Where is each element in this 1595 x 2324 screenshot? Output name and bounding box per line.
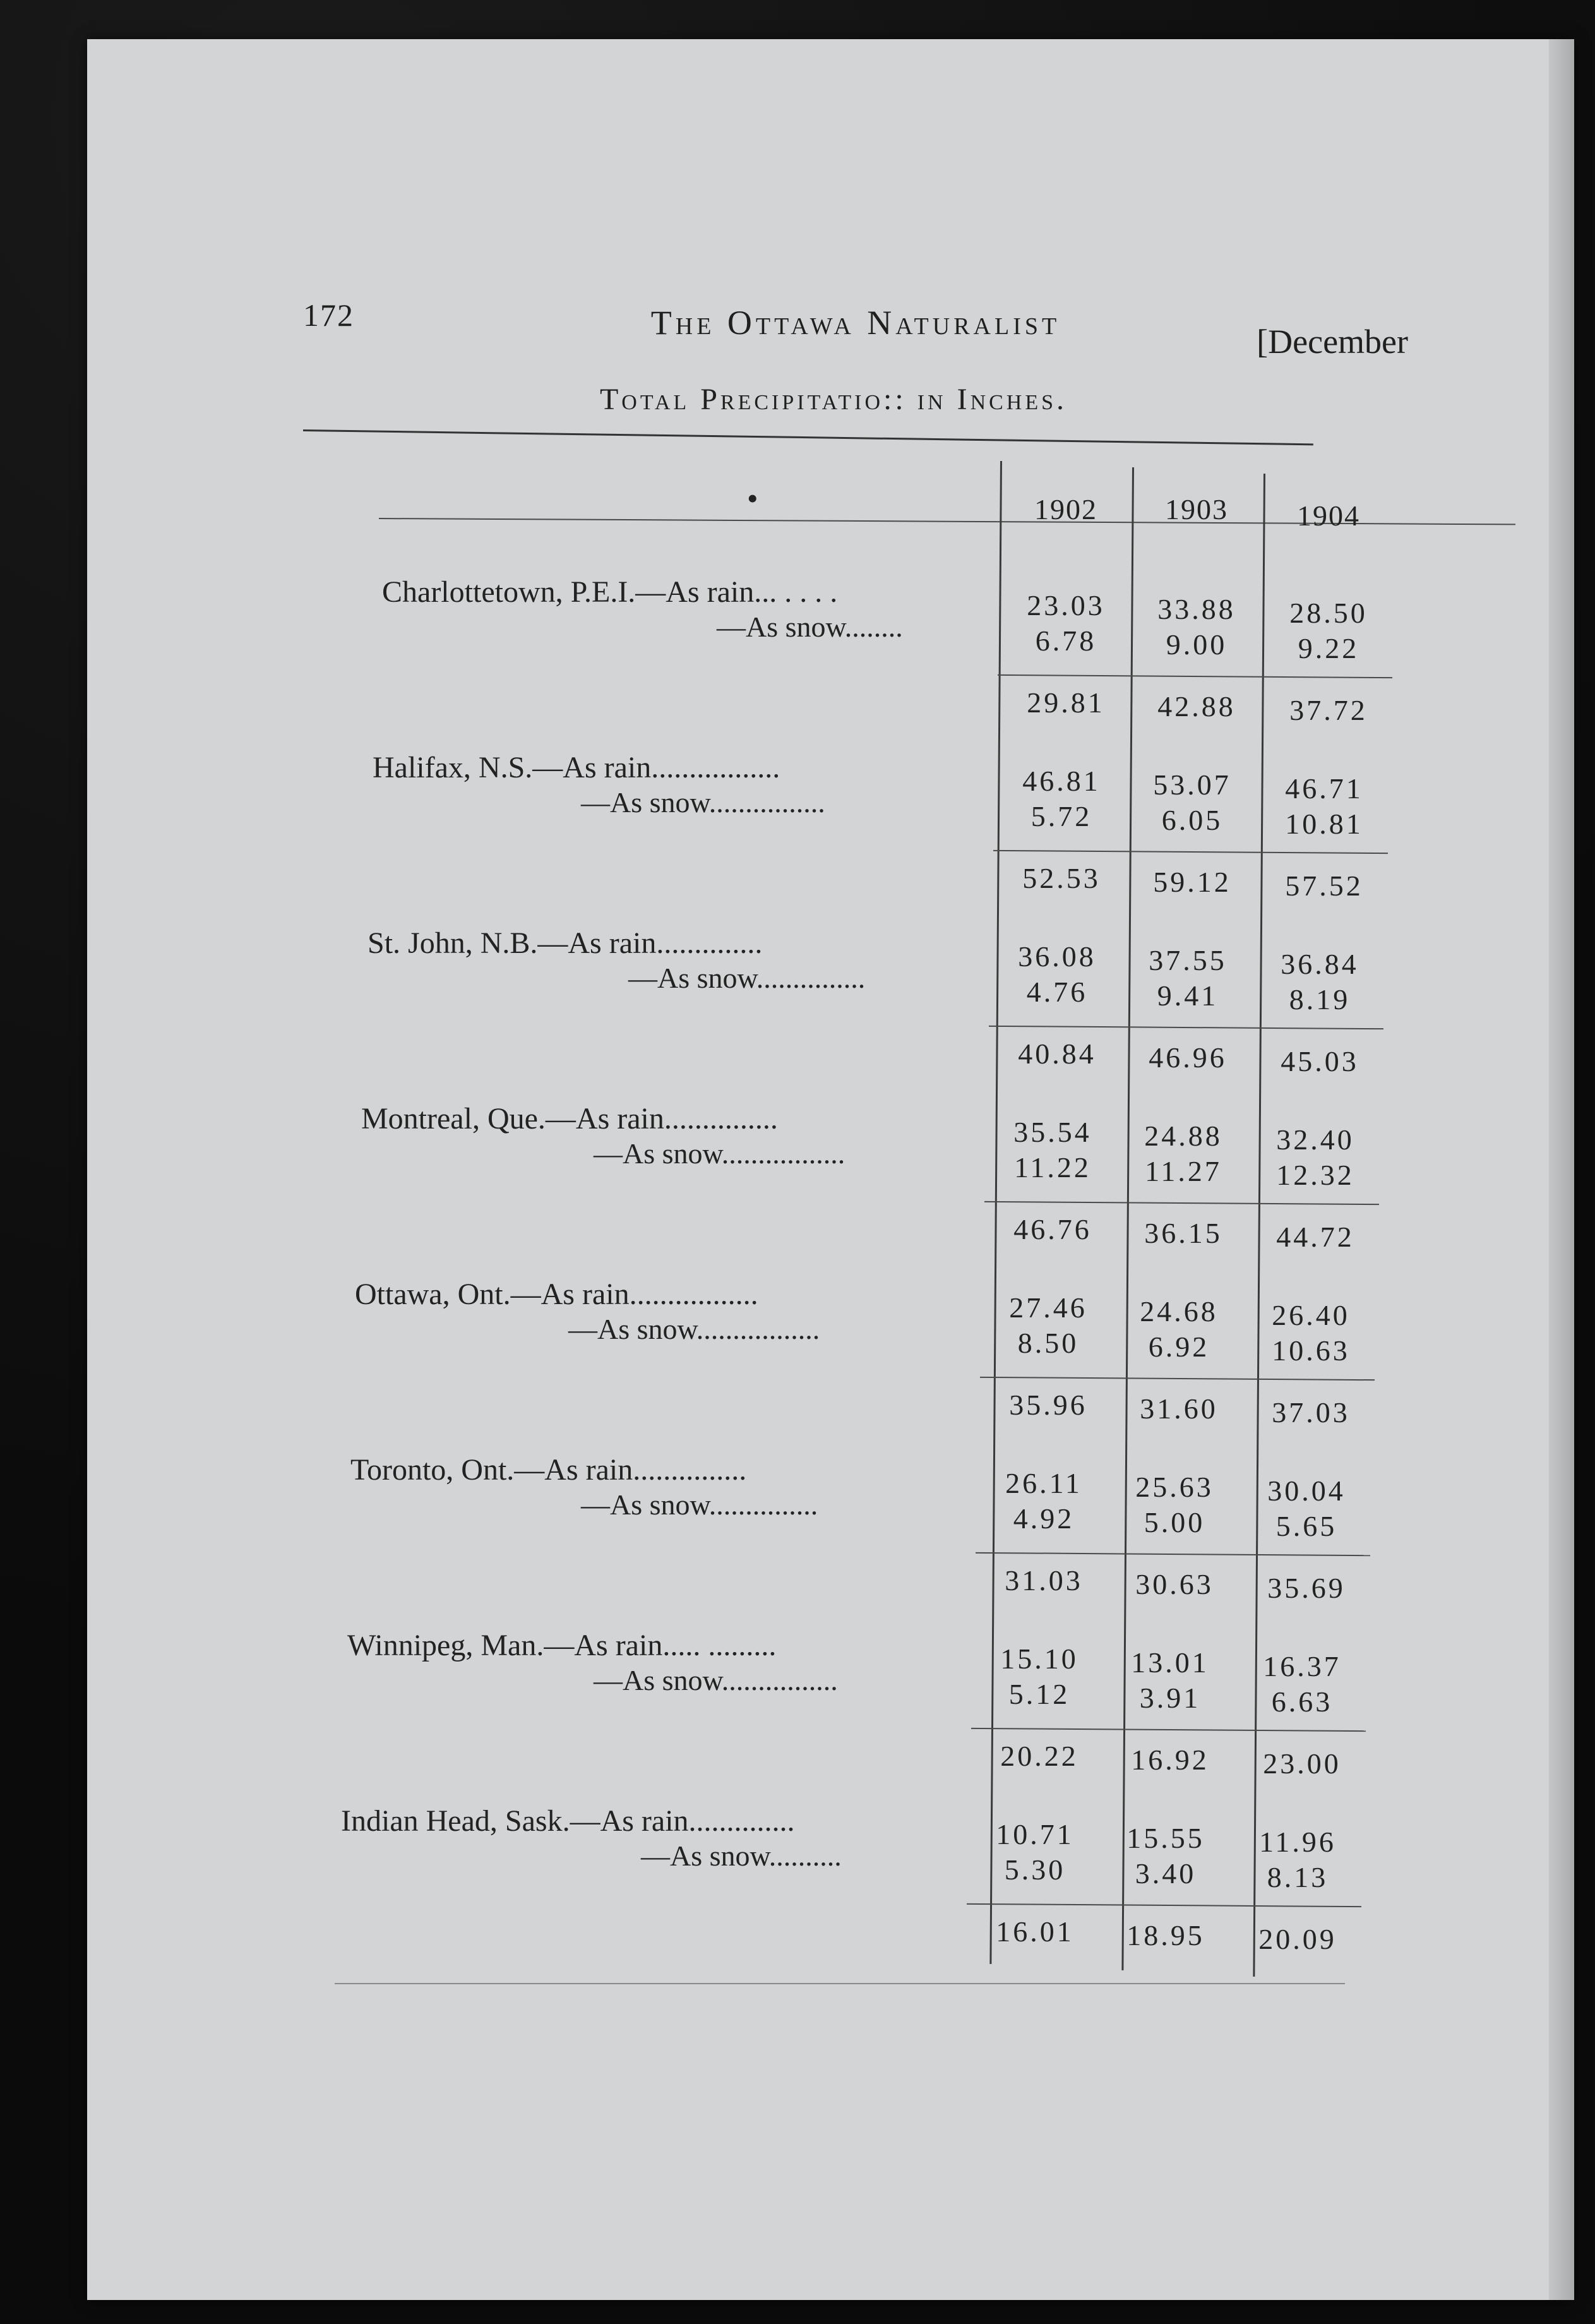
rain-value-1904: 16.37 bbox=[1263, 1650, 1341, 1682]
snow-value-1904: 10.63 bbox=[1272, 1334, 1350, 1367]
station-rain-label: Toronto, Ont.—As rain............... bbox=[350, 1453, 747, 1487]
total-value-1902: 40.84 bbox=[1018, 1038, 1096, 1070]
snow-value-1902: 4.92 bbox=[1013, 1502, 1075, 1535]
rain-value-1904: 30.04 bbox=[1267, 1475, 1346, 1507]
subtotal-rule bbox=[980, 1377, 1375, 1381]
snow-value-1904: 6.63 bbox=[1271, 1686, 1333, 1718]
station-row-st-john bbox=[253, 926, 1389, 1103]
table-title: Total Precipitatio:: in Inches. bbox=[599, 383, 1068, 416]
total-value-1902: 46.76 bbox=[1013, 1213, 1092, 1245]
snow-value-1902: 8.50 bbox=[1017, 1327, 1079, 1359]
rain-value-1902: 15.10 bbox=[1000, 1643, 1078, 1675]
total-value-1903: 46.96 bbox=[1149, 1041, 1227, 1074]
total-value-1902: 16.01 bbox=[996, 1915, 1074, 1948]
total-value-1902: 20.22 bbox=[1000, 1740, 1078, 1772]
station-rain-label: Charlottetown, P.E.I.—As rain... . . . . bbox=[382, 575, 838, 609]
total-value-1903: 36.15 bbox=[1144, 1217, 1222, 1249]
total-value-1903: 16.92 bbox=[1131, 1744, 1209, 1776]
rain-value-1902: 23.03 bbox=[1027, 589, 1105, 621]
issue-month: [December bbox=[1257, 323, 1408, 361]
page-edge bbox=[1549, 39, 1574, 2300]
total-value-1904: 45.03 bbox=[1281, 1045, 1359, 1077]
rain-value-1902: 36.08 bbox=[1018, 940, 1096, 973]
snow-value-1902: 11.22 bbox=[1014, 1151, 1091, 1183]
station-row-indian-head bbox=[253, 1804, 1389, 1980]
rain-value-1904: 36.84 bbox=[1281, 948, 1359, 980]
journal-title: The Ottawa Naturalist bbox=[650, 304, 1061, 342]
station-row-winnipeg bbox=[253, 1628, 1389, 1805]
rain-value-1903: 15.55 bbox=[1126, 1822, 1205, 1854]
total-value-1904: 57.52 bbox=[1285, 870, 1363, 902]
total-value-1902: 29.81 bbox=[1027, 686, 1105, 719]
station-snow-label: —As snow........ bbox=[717, 611, 903, 643]
station-snow-label: —As snow................. bbox=[594, 1137, 845, 1170]
station-row-ottawa bbox=[253, 1277, 1389, 1454]
total-value-1904: 37.03 bbox=[1272, 1396, 1350, 1429]
subtotal-rule bbox=[971, 1728, 1366, 1732]
table-bottom-rule bbox=[335, 1983, 1345, 1984]
total-value-1903: 42.88 bbox=[1157, 690, 1236, 722]
rain-value-1903: 25.63 bbox=[1135, 1471, 1214, 1503]
total-value-1903: 59.12 bbox=[1153, 866, 1231, 898]
station-snow-label: —As snow................ bbox=[594, 1664, 838, 1696]
subtotal-rule bbox=[984, 1201, 1379, 1205]
rain-value-1903: 37.55 bbox=[1149, 944, 1227, 976]
station-rain-label: Indian Head, Sask.—As rain.............. bbox=[341, 1804, 795, 1838]
rain-value-1902: 46.81 bbox=[1022, 765, 1101, 797]
rain-value-1902: 35.54 bbox=[1013, 1116, 1092, 1148]
snow-value-1904: 9.22 bbox=[1298, 632, 1359, 664]
total-value-1903: 31.60 bbox=[1140, 1393, 1218, 1425]
station-snow-label: —As snow............... bbox=[581, 1488, 818, 1521]
snow-value-1902: 5.72 bbox=[1030, 800, 1092, 832]
snow-value-1903: 9.41 bbox=[1157, 979, 1219, 1012]
snow-value-1904: 8.19 bbox=[1289, 983, 1351, 1015]
station-row-montreal bbox=[253, 1101, 1389, 1278]
snow-value-1903: 6.05 bbox=[1161, 804, 1223, 836]
snow-value-1903: 3.91 bbox=[1139, 1682, 1201, 1714]
station-snow-label: —As snow................. bbox=[568, 1313, 820, 1345]
snow-value-1904: 8.13 bbox=[1267, 1861, 1329, 1893]
total-value-1902: 31.03 bbox=[1005, 1564, 1083, 1596]
subtotal-rule bbox=[993, 850, 1388, 854]
total-value-1902: 35.96 bbox=[1009, 1389, 1087, 1421]
rain-value-1903: 24.88 bbox=[1144, 1120, 1222, 1152]
rain-value-1904: 26.40 bbox=[1272, 1299, 1350, 1331]
total-value-1904: 23.00 bbox=[1263, 1747, 1341, 1780]
snow-value-1902: 5.30 bbox=[1004, 1854, 1066, 1886]
station-rain-label: Winnipeg, Man.—As rain..... ......... bbox=[347, 1629, 777, 1662]
snow-value-1902: 4.76 bbox=[1026, 976, 1088, 1008]
running-header bbox=[303, 253, 1408, 361]
total-value-1903: 30.63 bbox=[1135, 1568, 1214, 1600]
station-row-toronto bbox=[253, 1452, 1389, 1629]
snow-value-1904: 5.65 bbox=[1275, 1510, 1337, 1542]
rain-value-1902: 26.11 bbox=[1005, 1467, 1082, 1499]
snow-value-1904: 12.32 bbox=[1276, 1159, 1354, 1191]
rain-value-1904: 11.96 bbox=[1259, 1826, 1336, 1858]
subtotal-rule bbox=[989, 1026, 1383, 1029]
snow-value-1902: 5.12 bbox=[1008, 1678, 1070, 1710]
subtotal-rule bbox=[967, 1903, 1361, 1907]
station-snow-label: —As snow.......... bbox=[641, 1840, 842, 1872]
table-marker: • bbox=[747, 481, 758, 516]
total-value-1903: 18.95 bbox=[1126, 1919, 1205, 1951]
snow-value-1903: 5.00 bbox=[1144, 1506, 1205, 1538]
page-number: 172 bbox=[303, 297, 354, 333]
station-rain-label: Halifax, N.S.—As rain................. bbox=[373, 751, 780, 784]
snow-value-1903: 3.40 bbox=[1135, 1857, 1197, 1890]
total-value-1904: 44.72 bbox=[1276, 1221, 1354, 1253]
station-snow-label: —As snow................ bbox=[581, 786, 825, 818]
rain-value-1903: 24.68 bbox=[1140, 1295, 1218, 1327]
snow-value-1903: 6.92 bbox=[1148, 1331, 1210, 1363]
station-row-halifax bbox=[253, 750, 1389, 927]
total-value-1904: 37.72 bbox=[1289, 694, 1368, 726]
snow-value-1904: 10.81 bbox=[1285, 808, 1363, 840]
station-rain-label: Montreal, Que.—As rain............... bbox=[361, 1102, 778, 1135]
rain-value-1902: 27.46 bbox=[1009, 1291, 1087, 1324]
subtotal-rule bbox=[976, 1552, 1370, 1556]
rain-value-1904: 32.40 bbox=[1276, 1123, 1354, 1156]
station-rain-label: Ottawa, Ont.—As rain................. bbox=[355, 1278, 758, 1311]
total-value-1904: 20.09 bbox=[1258, 1923, 1337, 1955]
total-value-1902: 52.53 bbox=[1022, 862, 1101, 894]
rain-value-1903: 13.01 bbox=[1131, 1646, 1209, 1679]
year-header-1902: 1902 bbox=[1034, 493, 1097, 525]
snow-value-1902: 6.78 bbox=[1035, 625, 1097, 657]
rain-value-1902: 10.71 bbox=[996, 1818, 1074, 1850]
precipitation-table bbox=[253, 455, 1389, 2008]
rain-value-1904: 46.71 bbox=[1285, 772, 1363, 805]
year-header-1903: 1903 bbox=[1165, 493, 1228, 525]
subtotal-rule bbox=[998, 674, 1392, 678]
snow-value-1903: 11.27 bbox=[1145, 1155, 1222, 1187]
total-value-1904: 35.69 bbox=[1267, 1572, 1346, 1604]
station-snow-label: —As snow............... bbox=[628, 962, 866, 994]
station-row-charlottetown bbox=[253, 575, 1389, 752]
station-rain-label: St. John, N.B.—As rain.............. bbox=[367, 926, 763, 960]
year-header-1904: 1904 bbox=[1297, 500, 1360, 532]
rain-value-1903: 53.07 bbox=[1153, 769, 1231, 801]
rain-value-1903: 33.88 bbox=[1157, 593, 1236, 625]
snow-value-1903: 9.00 bbox=[1166, 628, 1228, 661]
rain-value-1904: 28.50 bbox=[1289, 597, 1368, 629]
